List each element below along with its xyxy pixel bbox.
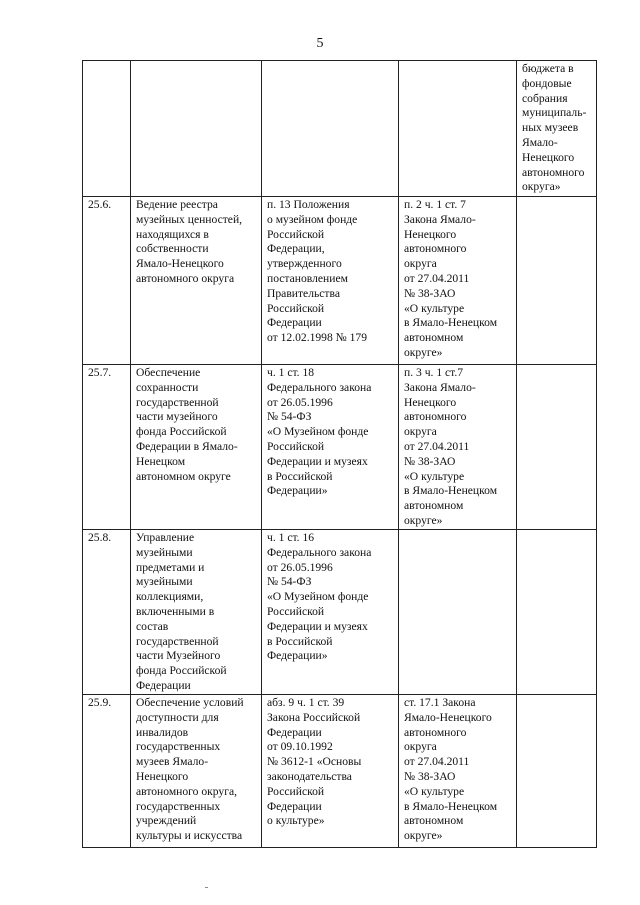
- federal-basis-cell: ч. 1 ст. 16 Федерального закона от 26.05.1996 № 54-ФЗ «О Музейном фонде Российской Федерации и музеях в Российской Федерации»: [262, 530, 399, 695]
- federal-basis-cell: [262, 61, 399, 197]
- regional-basis-cell: п. 3 ч. 1 ст.7 Закона Ямало- Ненецкого автономного округа от 27.04.2011 № 38-ЗАО «О культуре в Ямало-Ненецком автономном округе»: [399, 365, 517, 530]
- row-number-cell: 25.6.: [83, 197, 131, 365]
- row-number-cell: 25.8.: [83, 530, 131, 695]
- regional-basis-cell: [399, 61, 517, 197]
- scan-mark: [205, 887, 208, 888]
- row-number-cell: 25.7.: [83, 365, 131, 530]
- powers-table: [82, 60, 597, 848]
- row-number-cell: 25.9.: [83, 695, 131, 848]
- regional-basis-cell: [399, 530, 517, 695]
- note-cell: [517, 197, 597, 365]
- note-cell: [517, 695, 597, 848]
- regional-basis-cell: п. 2 ч. 1 ст. 7 Закона Ямало- Ненецкого автономного округа от 27.04.2011 № 38-ЗАО «О культуре в Ямало-Ненецком автономном округе»: [399, 197, 517, 365]
- regional-basis-cell: ст. 17.1 Закона Ямало-Ненецкого автономного округа от 27.04.2011 № 38-ЗАО «О культуре в Ямало-Ненецком автономном округе»: [399, 695, 517, 848]
- table-row: [83, 61, 597, 197]
- table-row: [83, 530, 597, 695]
- power-name-cell: [131, 61, 262, 197]
- row-number-cell: [83, 61, 131, 197]
- note-cell: бюджета в фондовые собрания муниципаль- ных музеев Ямало- Ненецкого автономного округа»: [517, 61, 597, 197]
- table-row: [83, 197, 597, 365]
- power-name-cell: Управление музейными предметами и музейными коллекциями, включенными в состав государственной части Музейного фонда Российской Федерации: [131, 530, 262, 695]
- table-row: [83, 365, 597, 530]
- table-row: [83, 695, 597, 848]
- page-number: 5: [316, 36, 324, 51]
- federal-basis-cell: п. 13 Положения о музейном фонде Российской Федерации, утвержденного постановлением Правительства Российской Федерации от 12.02.1998 № 179: [262, 197, 399, 365]
- note-cell: [517, 365, 597, 530]
- note-cell: [517, 530, 597, 695]
- power-name-cell: Ведение реестра музейных ценностей, находящихся в собственности Ямало-Ненецкого автономного округа: [131, 197, 262, 365]
- federal-basis-cell: абз. 9 ч. 1 ст. 39 Закона Российской Федерации от 09.10.1992 № 3612-1 «Основы законодательства Российской Федерации о культуре»: [262, 695, 399, 848]
- federal-basis-cell: ч. 1 ст. 18 Федерального закона от 26.05.1996 № 54-ФЗ «О Музейном фонде Российской Федерации и музеях в Российской Федерации»: [262, 365, 399, 530]
- power-name-cell: Обеспечение условий доступности для инвалидов государственных музеев Ямало- Ненецкого автономного округа, государственных учреждений культуры и искусства: [131, 695, 262, 848]
- power-name-cell: Обеспечение сохранности государственной части музейного фонда Российской Федерации в Ямало- Ненецком автономном округе: [131, 365, 262, 530]
